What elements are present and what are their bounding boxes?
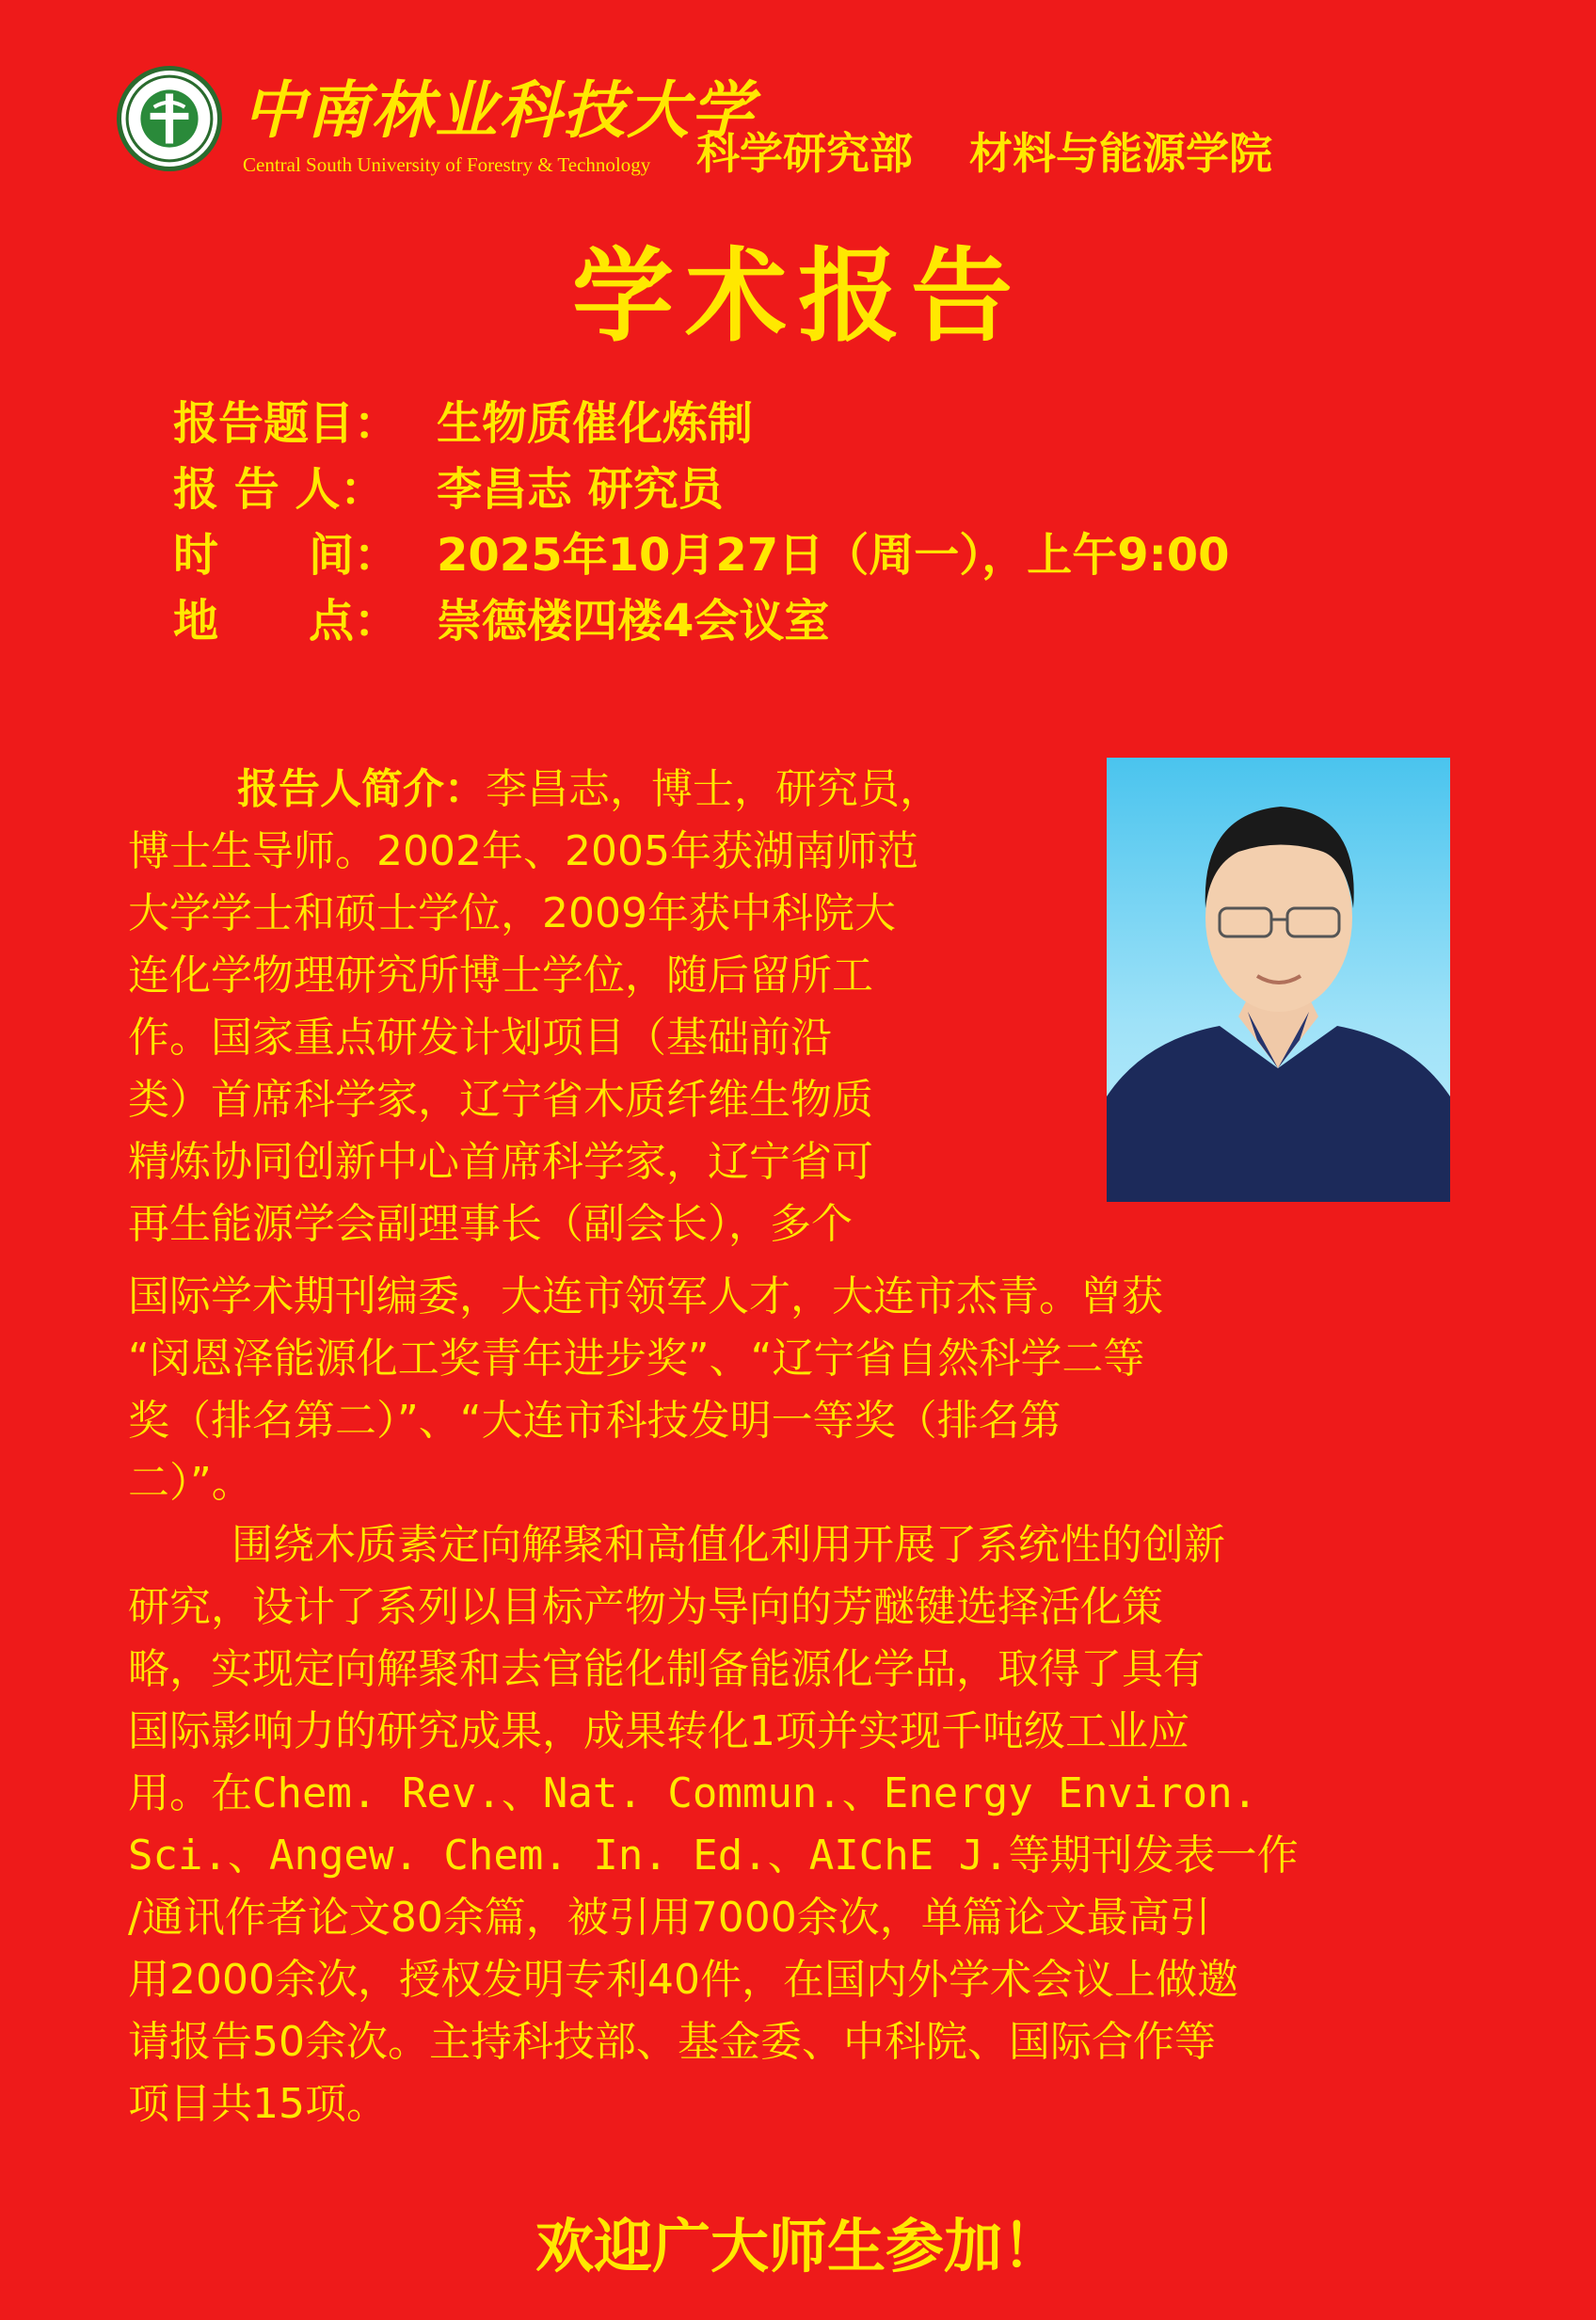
time-row — [173, 527, 1230, 584]
time-label: 时 间： — [173, 529, 400, 582]
time-value: 2025年10月27日（周一），上午9:00 — [437, 529, 1230, 582]
bio-lead-label: 报告人简介： — [237, 765, 486, 813]
welcome-footer: 欢迎广大师生参加！ — [535, 2212, 1061, 2280]
bio-line-2: 博士生导师。2002年、2005年获湖南师范 — [128, 827, 918, 875]
bio-line-9: 国际学术期刊编委，大连市领军人才，大连市杰青。曾获 — [128, 1272, 1163, 1320]
university-seal-icon — [117, 66, 222, 171]
place-label: 地 点： — [173, 595, 400, 648]
research-line-7: /通讯作者论文80余篇，被引用7000余次，单篇论文最高引 — [128, 1894, 1211, 1942]
bio-line-11: 奖（排名第二）”、“大连市科技发明一等奖（排名第 — [128, 1397, 1061, 1445]
research-line-4: 国际影响力的研究成果，成果转化1项并实现千吨级工业应 — [128, 1707, 1189, 1755]
place-row — [173, 593, 829, 649]
bio-line-6: 类）首席科学家，辽宁省木质纤维生物质 — [128, 1076, 873, 1124]
place-value: 崇德楼四楼4会议室 — [437, 595, 830, 648]
research-line-1: 围绕木质素定向解聚和高值化利用开展了系统性的创新 — [231, 1521, 1225, 1569]
research-line-3: 略，实现定向解聚和去官能化制备能源化学品，取得了具有 — [128, 1645, 1205, 1693]
university-name-cn: 中南林业科技大学 — [243, 73, 755, 147]
speaker-row — [173, 461, 724, 518]
bio-line-3: 大学学士和硕士学位，2009年获中科院大 — [128, 889, 896, 937]
speaker-photo — [1107, 758, 1450, 1202]
organizer-dept-2: 材料与能源学院 — [969, 128, 1272, 179]
research-line-2: 研究，设计了系列以目标产物为导向的芳醚键选择活化策 — [128, 1583, 1163, 1631]
research-line-10: 项目共15项。 — [128, 2080, 388, 2128]
bio-line-7: 精炼协同创新中心首席科学家，辽宁省可 — [128, 1138, 873, 1186]
organizer-dept-1: 科学研究部 — [696, 128, 913, 179]
bio-line-10: “闵恩泽能源化工奖青年进步奖”、“辽宁省自然科学二等 — [128, 1335, 1145, 1383]
poster-title: 学术报告 — [571, 237, 1024, 356]
speaker-value: 李昌志 研究员 — [437, 463, 724, 516]
bio-line-12: 二）”。 — [128, 1459, 253, 1507]
research-line-9: 请报告50余次。主持科技部、基金委、中科院、国际合作等 — [128, 2018, 1216, 2066]
topic-row — [173, 395, 753, 452]
research-line-5: 用。在Chem. Rev.、Nat. Commun.、Energy Environ. — [128, 1769, 1258, 1817]
bio-line-5: 作。国家重点研发计划项目（基础前沿 — [128, 1014, 832, 1062]
bio-line-8: 再生能源学会副理事长（副会长），多个 — [128, 1200, 853, 1248]
organizers — [696, 120, 1272, 182]
speaker-label: 报 告 人： — [173, 463, 386, 516]
bio-line-4: 连化学物理研究所博士学位，随后留所工 — [128, 952, 873, 1000]
university-name-en: Central South University of Forestry & Technology — [243, 153, 651, 176]
research-line-6: Sci.、Angew. Chem. In. Ed.、AIChE J.等期刊发表一作 — [128, 1832, 1299, 1880]
topic-label: 报告题目： — [173, 397, 400, 450]
research-line-8: 用2000余次，授权发明专利40件，在国内外学术会议上做邀 — [128, 1956, 1238, 2004]
bio-line-1 — [237, 759, 941, 821]
bio-text: 李昌志，博士，研究员， — [486, 765, 941, 813]
topic-value: 生物质催化炼制 — [437, 397, 754, 450]
